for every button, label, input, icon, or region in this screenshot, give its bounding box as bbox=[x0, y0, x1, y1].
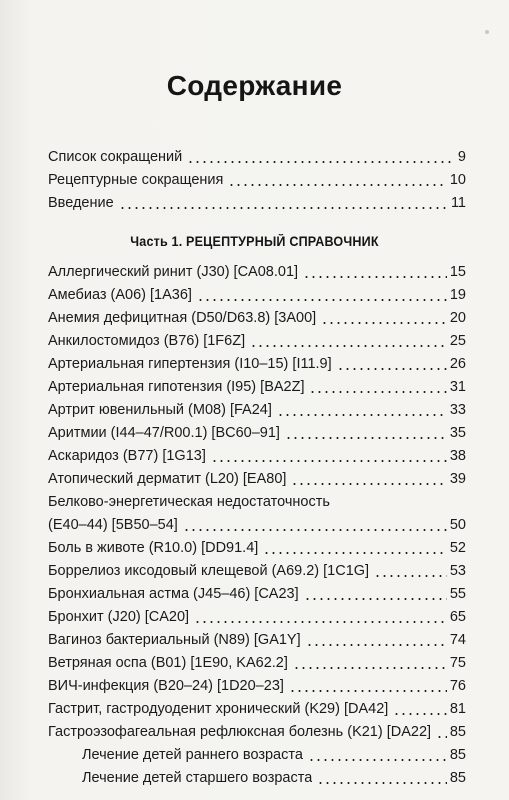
page-title: Содержание bbox=[166, 70, 343, 101]
toc-entry-title: Рецептурные сокращения bbox=[48, 172, 224, 188]
toc-entry[interactable] bbox=[48, 606, 466, 628]
toc-entry-title: Атопический дерматит (L20) [EA80] bbox=[48, 471, 287, 487]
toc-entry-page: 74 bbox=[449, 632, 466, 648]
dot-leader bbox=[436, 736, 447, 738]
toc-entry-page: 19 bbox=[449, 287, 466, 303]
toc-entry-title: Гастроэзофагеальная рефлюксная болезнь (K21) [DA22] bbox=[48, 724, 432, 740]
dot-leader bbox=[263, 552, 447, 554]
toc-entry-title: Артериальная гипотензия (I95) [BA2Z] bbox=[48, 379, 305, 395]
toc-entry-title: (E40–44) [5B50–54] bbox=[48, 517, 178, 533]
toc-entry[interactable] bbox=[48, 537, 466, 559]
dot-leader bbox=[306, 644, 447, 646]
dot-leader bbox=[374, 575, 447, 577]
toc-entry-title: Бронхит (J20) [CA20] bbox=[48, 609, 190, 625]
toc-entry[interactable] bbox=[48, 353, 466, 375]
toc-entry[interactable] bbox=[48, 468, 466, 490]
toc-entry-first-line[interactable] bbox=[48, 491, 466, 513]
toc-entry[interactable] bbox=[48, 330, 466, 352]
toc-entry[interactable] bbox=[48, 376, 466, 398]
toc-subentry[interactable] bbox=[82, 767, 466, 789]
toc-subentry-title: Лечение детей старшего возраста bbox=[82, 770, 313, 786]
toc-entry-page: 10 bbox=[449, 172, 466, 188]
toc-entry[interactable] bbox=[48, 698, 466, 720]
page-speck bbox=[485, 30, 489, 34]
toc-subentry-page: 85 bbox=[449, 747, 466, 763]
toc-entry-title: Ветряная оспа (B01) [1E90, KA62.2] bbox=[48, 655, 288, 671]
dot-leader bbox=[285, 437, 447, 439]
toc-entry[interactable] bbox=[48, 192, 466, 214]
toc-entry[interactable] bbox=[48, 514, 466, 536]
toc-subentry[interactable] bbox=[82, 744, 466, 766]
dot-leader bbox=[197, 299, 447, 301]
toc-entry-title: Аритмии (I44–47/R00.1) [BC60–91] bbox=[48, 425, 280, 441]
dot-leader bbox=[250, 345, 447, 347]
dot-leader bbox=[119, 207, 448, 209]
toc-entry-page: 38 bbox=[449, 448, 466, 464]
toc-entry-page: 81 bbox=[449, 701, 466, 717]
toc-subentry-page: 85 bbox=[449, 770, 466, 786]
toc-entry[interactable] bbox=[48, 146, 466, 168]
toc-entry-title: Артрит ювенильный (M08) [FA24] bbox=[48, 402, 272, 418]
toc-entry[interactable] bbox=[48, 583, 466, 605]
toc-entry-page: 65 bbox=[449, 609, 466, 625]
toc-entry[interactable] bbox=[48, 445, 466, 467]
toc-entry-title: Введение bbox=[48, 195, 114, 211]
toc-entry-title: Анкилостомидоз (B76) [1F6Z] bbox=[48, 333, 246, 349]
toc-entry-page: 39 bbox=[449, 471, 466, 487]
toc-entry[interactable] bbox=[48, 422, 466, 444]
dot-leader bbox=[211, 460, 447, 462]
toc-entry-page: 53 bbox=[449, 563, 466, 579]
dot-leader bbox=[309, 391, 446, 393]
toc-entry[interactable] bbox=[48, 652, 466, 674]
toc-entry[interactable] bbox=[48, 629, 466, 651]
dot-leader bbox=[194, 621, 447, 623]
toc-entry[interactable] bbox=[48, 399, 466, 421]
toc-entry-page: 20 bbox=[449, 310, 466, 326]
toc-entry-page: 52 bbox=[449, 540, 466, 556]
toc-entry-title: Список сокращений bbox=[48, 149, 183, 165]
toc-entry-page: 75 bbox=[449, 655, 466, 671]
dot-leader bbox=[228, 184, 446, 186]
toc-entry-title: Артериальная гипертензия (I10–15) [I11.9] bbox=[48, 356, 332, 372]
toc-subentry-title: Лечение детей раннего возраста bbox=[82, 747, 303, 763]
toc-entry-title: Амебиаз (A06) [1A36] bbox=[48, 287, 192, 303]
dot-leader bbox=[277, 414, 447, 416]
toc-entry[interactable] bbox=[48, 169, 466, 191]
toc-entry[interactable] bbox=[48, 261, 466, 283]
dot-leader bbox=[291, 483, 446, 485]
toc-entry-page: 9 bbox=[457, 149, 466, 165]
dot-leader bbox=[187, 161, 455, 163]
toc-entry-page: 35 bbox=[449, 425, 466, 441]
toc-entry[interactable] bbox=[48, 675, 466, 697]
toc-entry-title: Бронхиальная астма (J45–46) [CA23] bbox=[48, 586, 299, 602]
toc-entry[interactable] bbox=[48, 721, 466, 743]
dot-leader bbox=[308, 759, 447, 761]
toc-entry-page: 25 bbox=[449, 333, 466, 349]
toc-entry-page: 33 bbox=[449, 402, 466, 418]
toc-entry-title: Аскаридоз (B77) [1G13] bbox=[48, 448, 206, 464]
dot-leader bbox=[337, 368, 447, 370]
toc-entry-title: Гастрит, гастродуоденит хронический (K29) [DA42] bbox=[48, 701, 389, 717]
toc-entry-page: 31 bbox=[449, 379, 466, 395]
dot-leader bbox=[303, 276, 447, 278]
toc-entry[interactable] bbox=[48, 560, 466, 582]
toc-entry-page: 11 bbox=[450, 195, 466, 211]
toc-entry-title: ВИЧ-инфекция (B20–24) [1D20–23] bbox=[48, 678, 284, 694]
toc-entry-page: 76 bbox=[449, 678, 466, 694]
toc-entry[interactable] bbox=[48, 307, 466, 329]
toc-entry-title: Боль в животе (R10.0) [DD91.4] bbox=[48, 540, 259, 556]
dot-leader bbox=[293, 667, 447, 669]
part-heading: Часть 1. РЕЦЕПТУРНЫЙ СПРАВОЧНИК bbox=[130, 234, 379, 249]
dot-leader bbox=[289, 690, 447, 692]
dot-leader bbox=[393, 713, 447, 715]
toc-entry-page: 15 bbox=[449, 264, 466, 280]
toc-entry-title-line1: Белково-энергетическая недостаточность bbox=[48, 494, 330, 510]
dot-leader bbox=[304, 598, 447, 600]
toc-entry-page: 26 bbox=[449, 356, 466, 372]
toc-entry-page: 85 bbox=[449, 724, 466, 740]
toc-entry-title: Боррелиоз иксодовый клещевой (A69.2) [1C1G] bbox=[48, 563, 370, 579]
dot-leader bbox=[321, 322, 447, 324]
toc-entry[interactable] bbox=[48, 284, 466, 306]
dot-leader bbox=[317, 782, 447, 784]
toc-entry-title: Анемия дефицитная (D50/D63.8) [3A00] bbox=[48, 310, 317, 326]
toc-entry-page: 55 bbox=[449, 586, 466, 602]
dot-leader bbox=[183, 529, 447, 531]
toc-entry-title: Аллергический ринит (J30) [CA08.01] bbox=[48, 264, 299, 280]
toc-entry-page: 50 bbox=[449, 517, 466, 533]
toc-entry-title: Вагиноз бактериальный (N89) [GA1Y] bbox=[48, 632, 301, 648]
